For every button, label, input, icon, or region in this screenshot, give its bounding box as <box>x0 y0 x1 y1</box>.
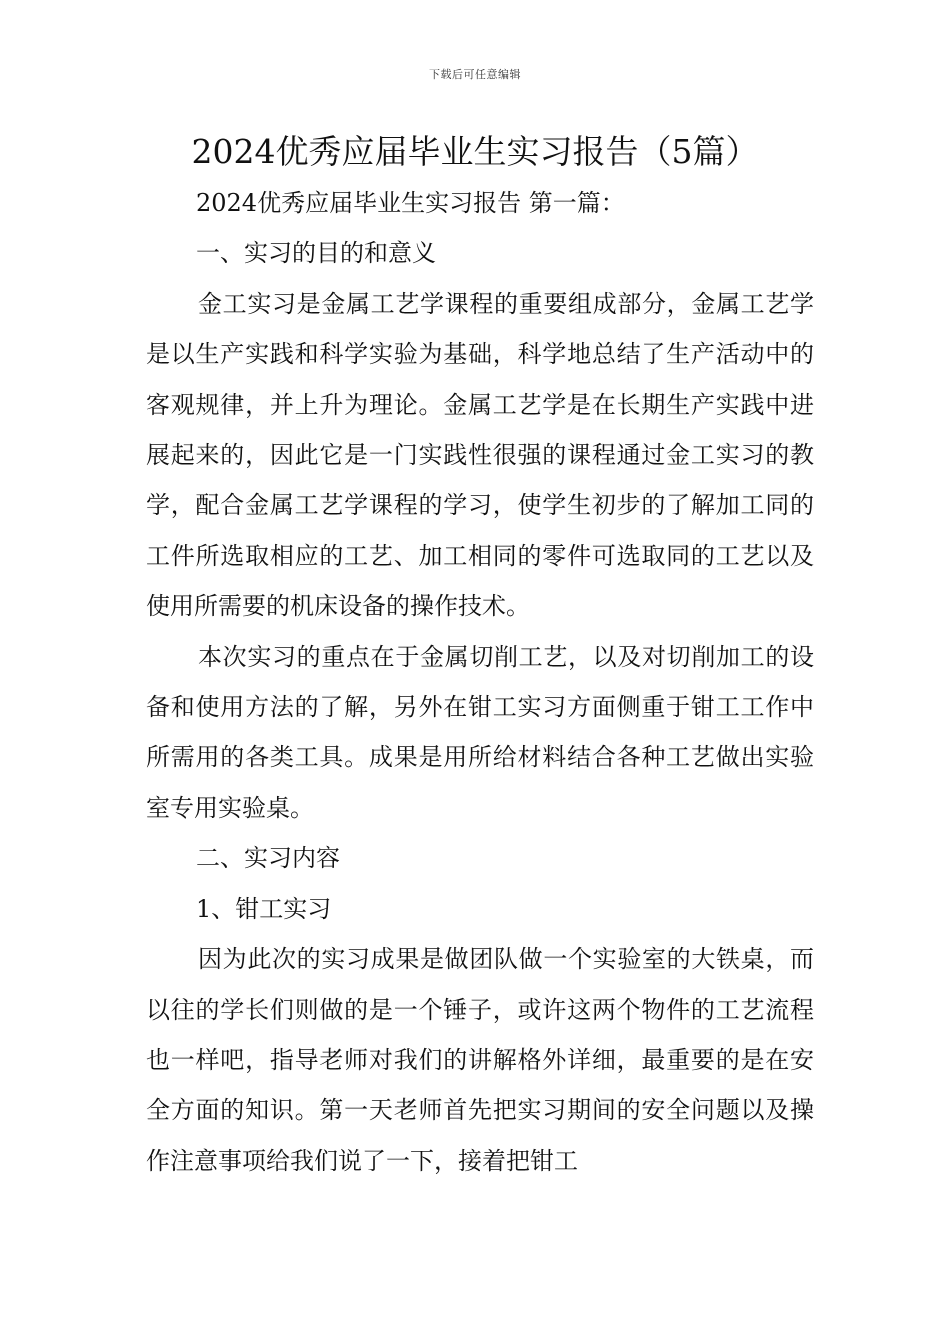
section-heading: 1、钳工实习 <box>196 894 332 923</box>
section-heading: 二、实习内容 <box>196 844 340 873</box>
body-paragraph: 因为此次的实习成果是做团队做一个实验室的大铁桌，而以往的学长们则做的是一个锤子，或许这两个物件的工艺流程也一样吧，指导老师对我们的讲解格外详细，最重要的是在安全方面的知识。第一天老师首先把实习期间的安全问题以及操作注意事项给我们说了一下，接着把钳工 <box>146 945 814 1175</box>
body-paragraph: 金工实习是金属工艺学课程的重要组成部分，金属工艺学是以生产实践和科学实验为基础，科学地总结了生产活动中的客观规律，并上升为理论。金属工艺学是在长期生产实践中进展起来的，因此它是一门实践性很强的课程通过金工实习的教学，配合金属工艺学课程的学习，使学生初步的了解加工同的工件所选取相应的工艺、加工相同的零件可选取同的工艺以及使用所需要的机床设备的操作技术。 <box>146 289 814 621</box>
body-paragraph: 本次实习的重点在于金属切削工艺，以及对切削加工的设备和使用方法的了解，另外在钳工实习方面侧重于钳工工作中所需用的各类工具。成果是用所给材料结合各种工艺做出实验室专用实验桌。 <box>146 642 814 822</box>
section-heading: 一、实习的目的和意义 <box>196 239 436 268</box>
header-note: 下载后可任意编辑 <box>429 68 521 81</box>
document-title: 2024优秀应届毕业生实习报告（5篇） <box>191 132 759 171</box>
document-body <box>146 178 814 1186</box>
section-heading: 2024优秀应届毕业生实习报告 第一篇： <box>196 189 625 217</box>
